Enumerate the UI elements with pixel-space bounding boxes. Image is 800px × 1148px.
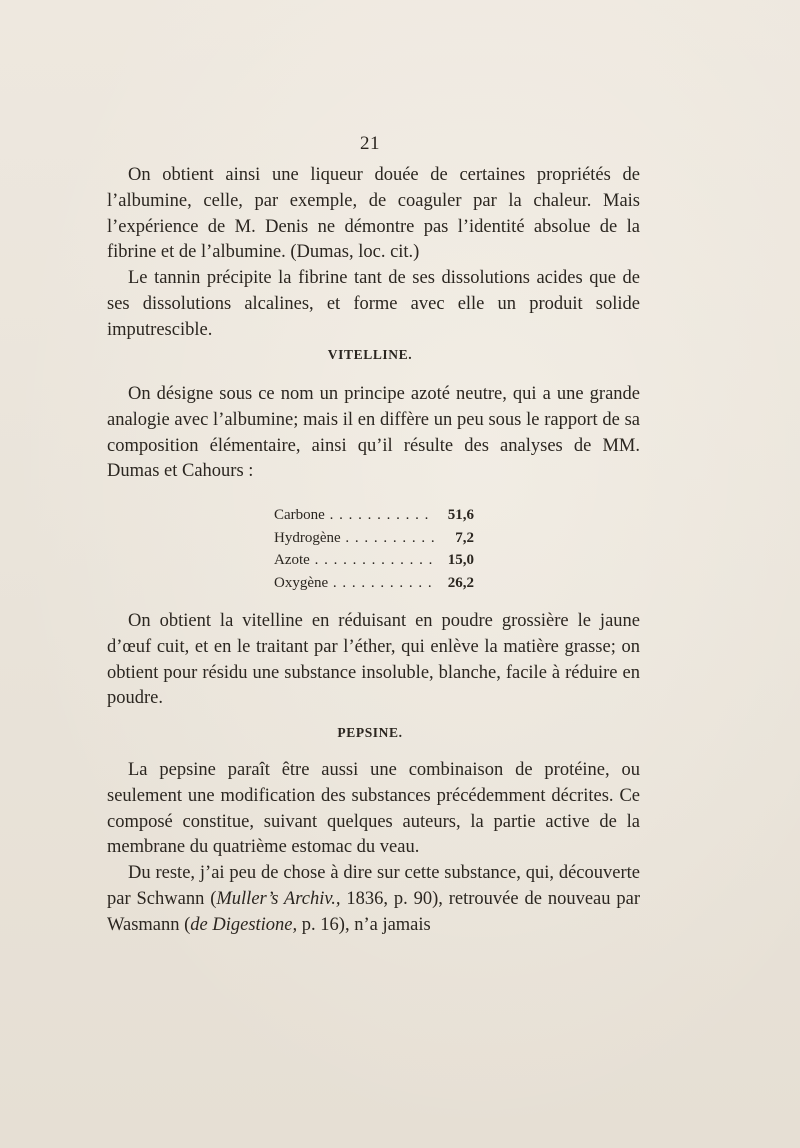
element-name: Azote (274, 552, 310, 568)
element-name: Carbone (274, 507, 325, 523)
paragraph-vitelline-preparation: On obtient la vitelline en réduisant en poudre grossière le jaune d’œuf cuit, et en le traitant par l’éther, qui enlève la matière grasse; on obtient pour résidu une substance insoluble, blanche, facile à réduire en poudre. (107, 611, 640, 709)
pepsine-history-text-start: Du reste, j’ai peu de chose à dire sur cette substance, qui, découverte par Schwann ( (107, 863, 640, 909)
composition-table (274, 504, 474, 594)
dot-leader (328, 575, 434, 591)
composition-row (274, 527, 474, 550)
paragraph-albumine-coagulation: On obtient ainsi une liqueur douée de certaines propriétés de l’albumine, celle, par exemple, de coaguler par la chaleur. Mais l’expérience de M. Denis ne démontre pas l’identité absolue de la fibrine et de l’albumine. (Dumas, loc. cit.) (107, 165, 640, 263)
pepsine-history-text-mid: 1836, p. 90), retrouvée de nouveau par Wasmann ( (107, 888, 641, 935)
page-number: 21 (360, 133, 380, 154)
section-heading-vitelline: VITELLINE. (327, 347, 413, 362)
composition-row (274, 504, 474, 527)
intro-text-block (107, 163, 640, 344)
pepsine-history-text-end: p. 16), n’a jamais (297, 914, 431, 935)
paragraph-vitelline-definition: On désigne sous ce nom un principe azoté neutre, qui a une grande analogie avec l’albumine; mais il en diffère un peu sous le rapport de sa composition élémentaire, ainsi qu’il résulte des analyses de MM. Dumas et Cahours : (107, 384, 640, 482)
dot-leader (325, 507, 434, 523)
dot-leader (341, 530, 434, 546)
paragraph-pepsine-history (107, 861, 640, 938)
element-value: 15,0 (447, 552, 474, 568)
citation-muller-archiv: Muller’s Archiv., (216, 888, 341, 909)
paragraph-pepsine-definition: La pepsine paraît être aussi une combinaison de protéine, ou seulement une modification des substances précédemment décrites. Ce composé constitue, suivant quelques auteurs, la partie active de la membrane du quatrième estomac du veau. (107, 760, 640, 858)
element-name: Hydrogène (274, 529, 341, 546)
element-value: 26,2 (447, 574, 474, 591)
composition-row (274, 549, 474, 572)
vitelline-intro-block (107, 382, 640, 485)
dot-leader (310, 552, 434, 568)
element-value: 7,2 (455, 529, 474, 546)
pepsine-text-block (107, 758, 640, 939)
citation-de-digestione: de Digestione, (190, 914, 298, 935)
element-value: 51,6 (447, 507, 474, 523)
paragraph-tannin: Le tannin précipite la fibrine tant de ses dissolutions acides que de ses dissolutions alcalines, et forme avec elle un produit solide imputrescible. (107, 268, 640, 340)
composition-row (274, 572, 474, 595)
section-heading-pepsine: PEPSINE. (337, 725, 403, 740)
element-name: Oxygène (274, 574, 329, 591)
vitelline-preparation-block (107, 609, 640, 712)
